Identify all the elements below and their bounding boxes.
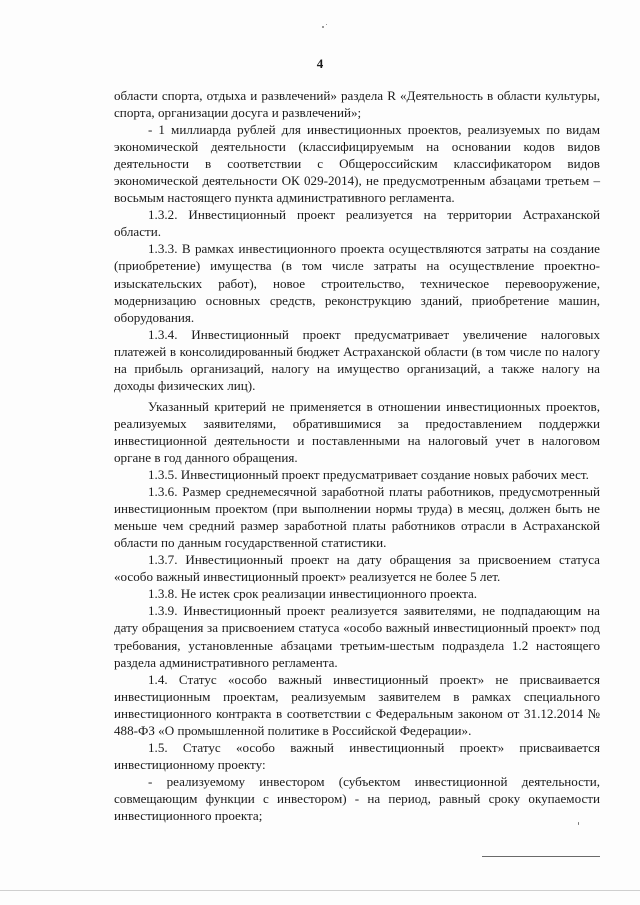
paragraph-list-item: - реализуемому инвестором (субъектом инвестиционной деятельности, совмещающим функции с инвестором) - на период, равный сроку окупаемости инвестиционного проекта; <box>114 773 600 823</box>
paragraph-1-5: 1.5. Статус «особо важный инвестиционный проект» присваивается инвестиционному проекту: <box>114 739 600 772</box>
paragraph-1-3-3: 1.3.3. В рамках инвестиционного проекта осуществляются затраты на создание (приобретение) имущества (в том числе затраты на осуществление проектно-изыскательских работ), новое строительство, техническое перевооружение, модернизацию основных средств, реконструкцию зданий, приобретение машин, оборудования. <box>114 241 600 325</box>
page-number: 4 <box>316 56 324 71</box>
paragraph-1-3-9: 1.3.9. Инвестиционный проект реализуется заявителями, не подпадающим на дату обращения за присвоением статуса «особо важный инвестиционный проект» под требования, установленные абзацами третьим-шестым подраздела 1.2 настоящего раздела административного регламента. <box>114 603 600 670</box>
paragraph-1-3-4: 1.3.4. Инвестиционный проект предусматривает увеличение налоговых платежей в консолидированный бюджет Астраханской области (в том числе по налогу на прибыль организаций, налогу на имущество организаций, а также налогу на доходы физических лиц). <box>114 326 600 393</box>
footer-rule <box>482 856 600 857</box>
paragraph-list-item: - 1 миллиарда рублей для инвестиционных проектов, реализуемых по видам экономической деятельности (классифицируемым на основании кодов видов деятельности в соответствии с Общероссийским классификатором видов экономической деятельности ОК 029-2014), не предусмотренным абзацами третьем – восьмым настоящего пункта административного регламента. <box>114 122 600 206</box>
scan-speck <box>326 24 327 25</box>
paragraph-continuation: области спорта, отдыха и развлечений» раздела R «Деятельность в области культуры, спорта, организации досуга и развлечений»; <box>114 88 600 121</box>
paragraph-criterion-note: Указанный критерий не применяется в отношении инвестиционных проектов, реализуемых заявителями, обратившимися за предоставлением поддержки инвестиционной деятельности и поставленными на налоговый учет в налоговом органе в год данного обращения. <box>114 398 600 465</box>
scan-speck <box>322 26 324 28</box>
paragraph-1-3-5: 1.3.5. Инвестиционный проект предусматривает создание новых рабочих мест. <box>148 467 589 483</box>
paragraph-1-3-2: 1.3.2. Инвестиционный проект реализуется на территории Астраханской области. <box>114 207 600 240</box>
paragraph-1-3-6: 1.3.6. Размер среднемесячной заработной платы работников, предусмотренный инвестиционным проектом (при выполнении нормы труда) в месяц, должен быть не меньше чем средний размер заработной платы работников отрасли в Астраханской области по данным государственной статистики. <box>114 484 600 551</box>
paragraph-1-3-8: 1.3.8. Не истек срок реализации инвестиционного проекта. <box>148 586 478 602</box>
scan-edge-line <box>0 890 640 891</box>
paragraph-1-4: 1.4. Статус «особо важный инвестиционный проект» не присваивается инвестиционным проектам, реализуемым заявителем в рамках специального инвестиционного контракта в соответствии с Федеральным законом от 31.12.2014 № 488-ФЗ «О промышленной политике в Российской Федерации». <box>114 671 600 738</box>
scan-speck <box>578 822 579 825</box>
document-body <box>114 87 600 824</box>
paragraph-1-3-7: 1.3.7. Инвестиционный проект на дату обращения за присвоением статуса «особо важный инвестиционный проект» реализуется не более 5 лет. <box>114 552 600 585</box>
